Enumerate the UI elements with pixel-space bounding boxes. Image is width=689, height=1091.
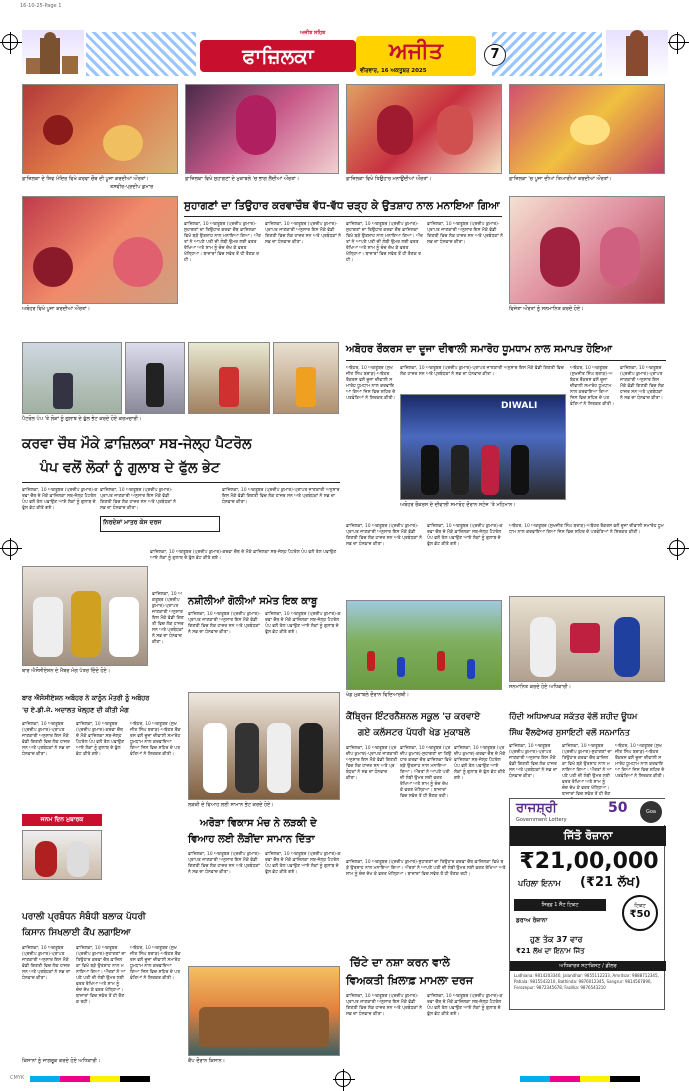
photo-parali	[188, 966, 340, 1056]
caption-3: ਫ਼ਾਜ਼ਿਲਕਾ ਵਿਖੇ ਤਿਉਹਾਰ ਮਨਾਉਂਦੀਆਂ ਔਰਤਾਂ।	[346, 176, 432, 182]
caption-6: ਵਿਜੇਤਾ ਔਰਤਾਂ ਨੂੰ ਸਨਮਾਨਿਤ ਕਰਦੇ ਹੋਏ।	[509, 306, 584, 312]
caption-11: ਖੇਡ ਮੁਕਾਬਲੇ ਦੌਰਾਨ ਵਿਦਿਆਰਥੀ।	[346, 692, 410, 698]
body-hindi: ਫ਼ਾਜ਼ਿਲਕਾ, 10 ਅਕਤੂਬਰ (ਪ੍ਰਦੀਪ ਕੁਮਾਰ)-ਪ੍ਰਾਪਤ ਜਾਣਕਾਰੀ ਅਨੁਸਾਰ ਇਸ ਮੌਕੇ ਵੱਡੀ ਗਿਣਤੀ ਵਿਚ ਲੋਕ ਹਾਜ਼ਰ ਸਨ ਅਤੇ ਪ੍ਰਬੰਧਕਾਂ ਨੇ ਸਭ ਦਾ ਧੰਨਵਾਦ ਕੀਤਾ।	[509, 744, 558, 779]
caption-2: ਫ਼ਾਜ਼ਿਲਕਾ ਵਿਖੇ ਸੁਹਾਗਣਾਂ ਦੇ ਮੁਕਾਬਲੇ 'ਚ ਭਾਗ ਲੈਂਦੀਆਂ ਔਰਤਾਂ।	[185, 176, 300, 182]
body-petrol-4: ਫ਼ਾਜ਼ਿਲਕਾ, 10 ਅਕਤੂਬਰ (ਪ੍ਰਦੀਪ ਕੁਮਾਰ)-ਕਰਵਾ ਚੌਥ ਦੇ ਮੌਕੇ ਫ਼ਾਜ਼ਿਲਕਾ ਸਬ-ਜੇਲ੍ਹ ਪੈਟਰੋਲ ਪੰਪ ਵਲੋਂ ਤੇਲ ਪਵਾਉਣ ਆਏ ਲੋਕਾਂ ਨੂੰ ਗੁਲਾਬ ਦੇ ਫੁੱਲ ਭੇਟ ਕੀਤੇ ਗਏ।	[150, 550, 337, 561]
rajshree-brand: ਰਾਜਸ਼੍ਰੀ	[516, 801, 557, 816]
color-bar	[30, 1076, 150, 1082]
masthead-date: ਵੀਰਵਾਰ, 16 ਅਕਤੂਬਰ 2025	[360, 68, 427, 74]
headline-abohar: ਅਬੋਹਰ ਰੌਕਰਸ ਦਾ ਦੂਜਾ ਦੀਵਾਲੀ ਸਮਾਰੋਹ ਧੂਮਧਾਮ ਨਾਲ ਸਮਾਪਤ ਹੋਇਆ	[346, 344, 612, 355]
body-chitta: ਫ਼ਾਜ਼ਿਲਕਾ, 10 ਅਕਤੂਬਰ (ਪ੍ਰਦੀਪ ਕੁਮਾਰ)-ਪ੍ਰਾਪਤ ਜਾਣਕਾਰੀ ਅਨੁਸਾਰ ਇਸ ਮੌਕੇ ਵੱਡੀ ਗਿਣਤੀ ਵਿਚ ਲੋਕ ਹਾਜ਼ਰ ਸਨ ਅਤੇ ਪ੍ਰਬੰਧਕਾਂ ਨੇ ਸਭ ਦਾ ਧੰਨਵਾਦ ਕੀਤਾ।	[346, 994, 422, 1017]
headline-bar-2: 'ਚ ਏ.ਡੀ.ਜੇ. ਅਦਾਲਤ ਖੋਲ੍ਹਣ ਦੀ ਕੀਤੀ ਮੰਗ	[22, 706, 129, 714]
photo-petrol-3	[188, 342, 270, 414]
registration-mark	[2, 34, 18, 50]
photo-karwa-5	[22, 196, 178, 304]
registration-mark	[669, 34, 685, 50]
headline-hindi-1: ਹਿੰਦੀ ਅਧਿਆਪਕ ਸਕੱਤਰ ਵੱਲੋਂ ਸ਼ਹੀਦ ਊਧਮ	[509, 712, 638, 721]
headline-chitta-2: ਵਿਅਕਤੀ ਖ਼ਿਲਾਫ਼ ਮਾਮਲਾ ਦਰਜ	[346, 974, 474, 987]
masthead-left-art	[22, 30, 84, 78]
body-arora: ਫ਼ਾਜ਼ਿਲਕਾ, 10 ਅਕਤੂਬਰ (ਪ੍ਰਦੀਪ ਕੁਮਾਰ)-ਪ੍ਰਾਪਤ ਜਾਣਕਾਰੀ ਅਨੁਸਾਰ ਇਸ ਮੌਕੇ ਵੱਡੀ ਗਿਣਤੀ ਵਿਚ ਲੋਕ ਹਾਜ਼ਰ ਸਨ ਅਤੇ ਪ੍ਰਬੰਧਕਾਂ ਨੇ ਸਭ ਦਾ ਧੰਨਵਾਦ ਕੀਤਾ।	[188, 852, 261, 875]
body-karwa-2: ਫ਼ਾਜ਼ਿਲਕਾ, 10 ਅਕਤੂਬਰ (ਪ੍ਰਦੀਪ ਕੁਮਾਰ)-ਪ੍ਰਾਪਤ ਜਾਣਕਾਰੀ ਅਨੁਸਾਰ ਇਸ ਮੌਕੇ ਵੱਡੀ ਗਿਣਤੀ ਵਿਚ ਲੋਕ ਹਾਜ਼ਰ ਸਨ ਅਤੇ ਪ੍ਰਬੰਧਕਾਂ ਨੇ ਸਭ ਦਾ ਧੰਨਵਾਦ ਕੀਤਾ।	[265, 222, 341, 245]
body-karwa-3: ਫ਼ਾਜ਼ਿਲਕਾ, 10 ਅਕਤੂਬਰ (ਪ੍ਰਦੀਪ ਕੁਮਾਰ)-ਸੁਹਾਗਣਾਂ ਦਾ ਤਿਉਹਾਰ ਕਰਵਾ ਚੌਥ ਫ਼ਾਜ਼ਿਲਕਾ ਵਿਖੇ ਬੜੇ ਉਤਸ਼ਾਹ ਨਾਲ ਮਨਾਇਆ ਗਿਆ। ਔਰਤਾਂ ਨੇ ਆਪਣੇ ਪਤੀ ਦੀ ਲੰਬੀ ਉਮਰ ਲਈ ਵਰਤ ਰੱਖਿਆ ਅਤੇ ਸ਼ਾਮ ਨੂੰ ਚੰਦ ਦੇਖ ਕੇ ਵਰਤ ਖੋਲ੍ਹਿਆ। ਬਾਜ਼ਾਰਾਂ ਵਿਚ ਸਵੇਰ ਤੋਂ ਹੀ ਰੌਣਕ ਰਹੀ।	[346, 222, 423, 263]
masthead-pattern	[86, 32, 196, 76]
rule	[184, 216, 502, 217]
body-nasheelian-2: ਫ਼ਾਜ਼ਿਲਕਾ, 10 ਅਕਤੂਬਰ (ਪ੍ਰਦੀਪ ਕੁਮਾਰ)-ਕਰਵਾ ਚੌਥ ਦੇ ਮੌਕੇ ਫ਼ਾਜ਼ਿਲਕਾ ਸਬ-ਜੇਲ੍ਹ ਪੈਟਰੋਲ ਪੰਪ ਵਲੋਂ ਤੇਲ ਪਵਾਉਣ ਆਏ ਲੋਕਾਂ ਨੂੰ ਗੁਲਾਬ ਦੇ ਫੁੱਲ ਭੇਟ ਕੀਤੇ ਗਏ।	[265, 612, 341, 635]
body-petrol-2: ਫ਼ਾਜ਼ਿਲਕਾ, 10 ਅਕਤੂਬਰ (ਪ੍ਰਦੀਪ ਕੁਮਾਰ)-ਪ੍ਰਾਪਤ ਜਾਣਕਾਰੀ ਅਨੁਸਾਰ ਇਸ ਮੌਕੇ ਵੱਡੀ ਗਿਣਤੀ ਵਿਚ ਲੋਕ ਹਾਜ਼ਰ ਸਨ ਅਤੇ ਪ੍ਰਬੰਧਕਾਂ ਨੇ ਸਭ ਦਾ ਧੰਨਵਾਦ ਕੀਤਾ।	[100, 488, 176, 511]
rajshree-logo-bar	[510, 799, 666, 825]
caption-7: ਪੈਟਰੋਲ ਪੰਪ 'ਤੇ ਲੋਕਾਂ ਨੂੰ ਗੁਲਾਬ ਦੇ ਫੁੱਲ ਭੇਟ ਕਰਦੇ ਹੋਏ ਕਰਮਚਾਰੀ।	[22, 416, 142, 422]
body-bar: ਫ਼ਾਜ਼ਿਲਕਾ, 10 ਅਕਤੂਬਰ (ਪ੍ਰਦੀਪ ਕੁਮਾਰ)-ਪ੍ਰਾਪਤ ਜਾਣਕਾਰੀ ਅਨੁਸਾਰ ਇਸ ਮੌਕੇ ਵੱਡੀ ਗਿਣਤੀ ਵਿਚ ਲੋਕ ਹਾਜ਼ਰ ਸਨ ਅਤੇ ਪ੍ਰਬੰਧਕਾਂ ਨੇ ਸਭ ਦਾ ਧੰਨਵਾਦ ਕੀਤਾ।	[22, 722, 71, 757]
body-chitta-3: ਫ਼ਾਜ਼ਿਲਕਾ, 10 ਅਕਤੂਬਰ (ਪ੍ਰਦੀਪ ਕੁਮਾਰ)-ਸੁਹਾਗਣਾਂ ਦਾ ਤਿਉਹਾਰ ਕਰਵਾ ਚੌਥ ਫ਼ਾਜ਼ਿਲਕਾ ਵਿਖੇ ਬੜੇ ਉਤਸ਼ਾਹ ਨਾਲ ਮਨਾਇਆ ਗਿਆ। ਔਰਤਾਂ ਨੇ ਆਪਣੇ ਪਤੀ ਦੀ ਲੰਬੀ ਉਮਰ ਲਈ ਵਰਤ ਰੱਖਿਆ ਅਤੇ ਸ਼ਾਮ ਨੂੰ ਚੰਦ ਦੇਖ ਕੇ ਵਰਤ ਖੋਲ੍ਹਿਆ। ਬਾਜ਼ਾਰਾਂ ਵਿਚ ਸਵੇਰ ਤੋਂ ਹੀ ਰੌਣਕ ਰਹੀ।	[346, 860, 506, 877]
body-abohar-4: ਫ਼ਾਜ਼ਿਲਕਾ, 10 ਅਕਤੂਬਰ (ਪ੍ਰਦੀਪ ਕੁਮਾਰ)-ਪ੍ਰਾਪਤ ਜਾਣਕਾਰੀ ਅਨੁਸਾਰ ਇਸ ਮੌਕੇ ਵੱਡੀ ਗਿਣਤੀ ਵਿਚ ਲੋਕ ਹਾਜ਼ਰ ਸਨ ਅਤੇ ਪ੍ਰਬੰਧਕਾਂ ਨੇ ਸਭ ਦਾ ਧੰਨਵਾਦ ਕੀਤਾ।	[620, 366, 665, 401]
body-abohar-3: ਅਬੋਹਰ, 10 ਅਕਤੂਬਰ (ਸੁਖਜੀਤ ਸਿੰਘ ਬਰਾੜ)-ਅਬੋਹਰ ਰੌਕਰਸ ਵਲੋਂ ਦੂਜਾ ਦੀਵਾਲੀ ਸਮਾਰੋਹ ਧੂਮਧਾਮ ਨਾਲ ਕਰਵਾਇਆ ਗਿਆ ਜਿਸ ਵਿਚ ਸ਼ਹਿਰ ਦੇ ਪਤਵੰਤਿਆਂ ਨੇ ਸ਼ਿਰਕਤ ਕੀਤੀ।	[570, 366, 615, 407]
body-mid-a: ਫ਼ਾਜ਼ਿਲਕਾ, 10 ਅਕਤੂਬਰ (ਪ੍ਰਦੀਪ ਕੁਮਾਰ)-ਪ੍ਰਾਪਤ ਜਾਣਕਾਰੀ ਅਨੁਸਾਰ ਇਸ ਮੌਕੇ ਵੱਡੀ ਗਿਣਤੀ ਵਿਚ ਲੋਕ ਹਾਜ਼ਰ ਸਨ ਅਤੇ ਪ੍ਰਬੰਧਕਾਂ ਨੇ ਸਭ ਦਾ ਧੰਨਵਾਦ ਕੀਤਾ।	[346, 524, 422, 547]
caption-12: ਸਨਮਾਨਿਤ ਕਰਦੇ ਹੋਏ ਅਧਿਕਾਰੀ।	[509, 684, 571, 690]
photo-petrol-1	[22, 342, 122, 414]
headline-petrol-1: ਕਰਵਾ ਚੌਥ ਮੌਕੇ ਫ਼ਾਜ਼ਿਲਕਾ ਸਬ-ਜੇਲ੍ਹ ਪੈਟਰੋਲ	[22, 436, 252, 452]
body-school: ਫ਼ਾਜ਼ਿਲਕਾ, 10 ਅਕਤੂਬਰ (ਪ੍ਰਦੀਪ ਕੁਮਾਰ)-ਪ੍ਰਾਪਤ ਜਾਣਕਾਰੀ ਅਨੁਸਾਰ ਇਸ ਮੌਕੇ ਵੱਡੀ ਗਿਣਤੀ ਵਿਚ ਲੋਕ ਹਾਜ਼ਰ ਸਨ ਅਤੇ ਪ੍ਰਬੰਧਕਾਂ ਨੇ ਸਭ ਦਾ ਧੰਨਵਾਦ ਕੀਤਾ।	[346, 746, 398, 781]
headline-parali-2: ਕਿਸਾਨ ਸਿਖਲਾਈ ਕੈਂਪ ਲਗਾਇਆ	[22, 928, 131, 938]
body-arora-2: ਫ਼ਾਜ਼ਿਲਕਾ, 10 ਅਕਤੂਬਰ (ਪ੍ਰਦੀਪ ਕੁਮਾਰ)-ਕਰਵਾ ਚੌਥ ਦੇ ਮੌਕੇ ਫ਼ਾਜ਼ਿਲਕਾ ਸਬ-ਜੇਲ੍ਹ ਪੈਟਰੋਲ ਪੰਪ ਵਲੋਂ ਤੇਲ ਪਵਾਉਣ ਆਏ ਲੋਕਾਂ ਨੂੰ ਗੁਲਾਬ ਦੇ ਫੁੱਲ ਭੇਟ ਕੀਤੇ ਗਏ।	[265, 852, 341, 875]
photo-hindi	[509, 596, 665, 682]
body-nasheelian: ਫ਼ਾਜ਼ਿਲਕਾ, 10 ਅਕਤੂਬਰ (ਪ੍ਰਦੀਪ ਕੁਮਾਰ)-ਪ੍ਰਾਪਤ ਜਾਣਕਾਰੀ ਅਨੁਸਾਰ ਇਸ ਮੌਕੇ ਵੱਡੀ ਗਿਣਤੀ ਵਿਚ ਲੋਕ ਹਾਜ਼ਰ ਸਨ ਅਤੇ ਪ੍ਰਬੰਧਕਾਂ ਨੇ ਸਭ ਦਾ ਧੰਨਵਾਦ ਕੀਤਾ।	[188, 612, 261, 635]
photo-petrol-2	[125, 342, 185, 414]
caption-8: ਅਬੋਹਰ ਰੌਕਰਸ ਦੇ ਦੀਵਾਲੀ ਸਮਾਰੋਹ ਦੌਰਾਨ ਸਟੇਜ 'ਤੇ ਮਹਿਮਾਨ।	[400, 502, 516, 508]
rajshree-draw-time: ਡਰਾਅ ਰੋਜ਼ਾਨਾ	[516, 917, 548, 924]
masthead-tag: ਅਜੀਤ ਸਹਿਤ	[300, 30, 326, 36]
rajshree-number: 50	[608, 800, 628, 816]
photo-karwa-1	[22, 84, 178, 174]
body-petrol: ਫ਼ਾਜ਼ਿਲਕਾ, 10 ਅਕਤੂਬਰ (ਪ੍ਰਦੀਪ ਕੁਮਾਰ)-ਕਰਵਾ ਚੌਥ ਦੇ ਮੌਕੇ ਫ਼ਾਜ਼ਿਲਕਾ ਸਬ-ਜੇਲ੍ਹ ਪੈਟਰੋਲ ਪੰਪ ਵਲੋਂ ਤੇਲ ਪਵਾਉਣ ਆਏ ਲੋਕਾਂ ਨੂੰ ਗੁਲਾਬ ਦੇ ਫੁੱਲ ਭੇਟ ਕੀਤੇ ਗਏ।	[22, 488, 98, 511]
masthead-title-left: ਫਾਜ਼ਿਲਕਾ	[200, 40, 356, 72]
photo-karwa-6	[509, 196, 665, 304]
photo-school	[346, 600, 502, 690]
body-hindi-2: ਫ਼ਾਜ਼ਿਲਕਾ, 10 ਅਕਤੂਬਰ (ਪ੍ਰਦੀਪ ਕੁਮਾਰ)-ਸੁਹਾਗਣਾਂ ਦਾ ਤਿਉਹਾਰ ਕਰਵਾ ਚੌਥ ਫ਼ਾਜ਼ਿਲਕਾ ਵਿਖੇ ਬੜੇ ਉਤਸ਼ਾਹ ਨਾਲ ਮਨਾਇਆ ਗਿਆ। ਔਰਤਾਂ ਨੇ ਆਪਣੇ ਪਤੀ ਦੀ ਲੰਬੀ ਉਮਰ ਲਈ ਵਰਤ ਰੱਖਿਆ ਅਤੇ ਸ਼ਾਮ ਨੂੰ ਚੰਦ ਦੇਖ ਕੇ ਵਰਤ ਖੋਲ੍ਹਿਆ। ਬਾਜ਼ਾਰਾਂ ਵਿਚ ਸਵੇਰ ਤੋਂ ਹੀ ਰੌਣ	[562, 744, 612, 797]
headline-bar-1: ਬਾਰ ਐਸੋਸੀਏਸ਼ਨ ਅਬੋਹਰ ਨੇ ਕਾਨੂੰਨ ਮੰਤਰੀ ਨੂੰ ਅਬੋਹਰ	[22, 694, 150, 702]
caption-14: ਕੈਂਪ ਦੌਰਾਨ ਕਿਸਾਨ।	[188, 1058, 226, 1064]
body-karwa: ਫ਼ਾਜ਼ਿਲਕਾ, 10 ਅਕਤੂਬਰ (ਪ੍ਰਦੀਪ ਕੁਮਾਰ)-ਸੁਹਾਗਣਾਂ ਦਾ ਤਿਉਹਾਰ ਕਰਵਾ ਚੌਥ ਫ਼ਾਜ਼ਿਲਕਾ ਵਿਖੇ ਬੜੇ ਉਤਸ਼ਾਹ ਨਾਲ ਮਨਾਇਆ ਗਿਆ। ਔਰਤਾਂ ਨੇ ਆਪਣੇ ਪਤੀ ਦੀ ਲੰਬੀ ਉਮਰ ਲਈ ਵਰਤ ਰੱਖਿਆ ਅਤੇ ਸ਼ਾਮ ਨੂੰ ਚੰਦ ਦੇਖ ਕੇ ਵਰਤ ਖੋਲ੍ਹਿਆ। ਬਾਜ਼ਾਰਾਂ ਵਿਚ ਸਵੇਰ ਤੋਂ ਹੀ ਰੌਣਕ ਰਹੀ।	[184, 222, 261, 263]
headline-school-2: ਗਏ ਕਲੱਸਟਰ ਪੱਧਰੀ ਖੇਡ ਮੁਕਾਬਲੇ	[358, 728, 471, 738]
headline-arora-1: ਅਰੋੜਾ ਵਿਕਾਸ ਮੰਚ ਨੇ ਲੜਕੀ ਦੇ	[200, 818, 317, 829]
rajshree-headline-bar: ਜਿੱਤੋ ਰੋਜ਼ਾਨਾ	[510, 826, 666, 846]
rule	[22, 482, 340, 483]
goa-logo: Goa	[640, 801, 662, 823]
registration-mark	[335, 1071, 351, 1087]
rajshree-dealer-bar: ਅਧਿਕਾਰਤ ਸਟਾਕਿਸਟ / ਡੀਲਰ	[510, 961, 666, 971]
registration-mark	[669, 540, 685, 556]
rajshree-lakh-line: ₹21 ਲੱਖ ਦਾ ਇਨਾਮ ਜਿੱਤ	[516, 947, 585, 955]
registration-mark	[2, 540, 18, 556]
body-mid-b: ਫ਼ਾਜ਼ਿਲਕਾ, 10 ਅਕਤੂਬਰ (ਪ੍ਰਦੀਪ ਕੁਮਾਰ)-ਕਰਵਾ ਚੌਥ ਦੇ ਮੌਕੇ ਫ਼ਾਜ਼ਿਲਕਾ ਸਬ-ਜੇਲ੍ਹ ਪੈਟਰੋਲ ਪੰਪ ਵਲੋਂ ਤੇਲ ਪਵਾਉਣ ਆਏ ਲੋਕਾਂ ਨੂੰ ਗੁਲਾਬ ਦੇ ਫੁੱਲ ਭੇਟ ਕੀਤੇ ਗਏ।	[427, 524, 503, 547]
headline-petrol-2: ਪੰਪ ਵਲੋਂ ਲੋਕਾਂ ਨੂੰ ਗੁਲਾਬ ਦੇ ਫੁੱਲ ਭੇਟ	[40, 460, 220, 476]
photo-karwa-2	[185, 84, 339, 174]
body-abohar: ਅਬੋਹਰ, 10 ਅਕਤੂਬਰ (ਸੁਖਜੀਤ ਸਿੰਘ ਬਰਾੜ)-ਅਬੋਹਰ ਰੌਕਰਸ ਵਲੋਂ ਦੂਜਾ ਦੀਵਾਲੀ ਸਮਾਰੋਹ ਧੂਮਧਾਮ ਨਾਲ ਕਰਵਾਇਆ ਗਿਆ ਜਿਸ ਵਿਚ ਸ਼ਹਿਰ ਦੇ ਪਤਵੰਤਿਆਂ ਨੇ ਸ਼ਿਰਕਤ ਕੀਤੀ।	[346, 366, 396, 401]
color-bar-label: CMYK	[10, 1075, 25, 1081]
headline-parali-1: ਪਰਾਲੀ ਪ੍ਰਬੰਧਨ ਸੰਬੰਧੀ ਬਲਾਕ ਪੱਧਰੀ	[22, 912, 146, 922]
headline-karwa-main: ਸੁਹਾਗਣਾਂ ਦਾ ਤਿਉਹਾਰ ਕਰਵਾਚੌਥ ਵੱਧ-ਵੱਧ ਚੜ੍ਹ ਕੇ ਉਤਸ਼ਾਹ ਨਾਲ ਮਨਾਇਆ ਗਿਆ	[184, 200, 500, 212]
caption-13: ਲੜਕੀ ਦੇ ਵਿਆਹ ਲਈ ਸਾਮਾਨ ਭੇਟ ਕਰਦੇ ਹੋਏ।	[188, 802, 274, 808]
headline-arora-2: ਵਿਆਹ ਲਈ ਲੋੜੀਂਦਾ ਸਾਮਾਨ ਦਿੱਤਾ	[188, 834, 315, 845]
body-abohar-2: ਫ਼ਾਜ਼ਿਲਕਾ, 10 ਅਕਤੂਬਰ (ਪ੍ਰਦੀਪ ਕੁਮਾਰ)-ਪ੍ਰਾਪਤ ਜਾਣਕਾਰੀ ਅਨੁਸਾਰ ਇਸ ਮੌਕੇ ਵੱਡੀ ਗਿਣਤੀ ਵਿਚ ਲੋਕ ਹਾਜ਼ਰ ਸਨ ਅਤੇ ਪ੍ਰਬੰਧਕਾਂ ਨੇ ਸਭ ਦਾ ਧੰਨਵਾਦ ਕੀਤਾ।	[400, 366, 564, 377]
rajshree-sub: Government Lottery	[516, 817, 567, 823]
body-bar-3: ਅਬੋਹਰ, 10 ਅਕਤੂਬਰ (ਸੁਖਜੀਤ ਸਿੰਘ ਬਰਾੜ)-ਅਬੋਹਰ ਰੌਕਰਸ ਵਲੋਂ ਦੂਜਾ ਦੀਵਾਲੀ ਸਮਾਰੋਹ ਧੂਮਧਾਮ ਨਾਲ ਕਰਵਾਇਆ ਗਿਆ ਜਿਸ ਵਿਚ ਸ਼ਹਿਰ ਦੇ ਪਤਵੰਤਿਆਂ ਨੇ ਸ਼ਿਰਕਤ ਕੀਤੀ।	[130, 722, 181, 757]
print-slug: 16-10-25-Page 1	[20, 3, 62, 9]
body-parali-2: ਫ਼ਾਜ਼ਿਲਕਾ, 10 ਅਕਤੂਬਰ (ਪ੍ਰਦੀਪ ਕੁਮਾਰ)-ਸੁਹਾਗਣਾਂ ਦਾ ਤਿਉਹਾਰ ਕਰਵਾ ਚੌਥ ਫ਼ਾਜ਼ਿਲਕਾ ਵਿਖੇ ਬੜੇ ਉਤਸ਼ਾਹ ਨਾਲ ਮਨਾਇਆ ਗਿਆ। ਔਰਤਾਂ ਨੇ ਆਪਣੇ ਪਤੀ ਦੀ ਲੰਬੀ ਉਮਰ ਲਈ ਵਰਤ ਰੱਖਿਆ ਅਤੇ ਸ਼ਾਮ ਨੂੰ ਚੰਦ ਦੇਖ ਕੇ ਵਰਤ ਖੋਲ੍ਹਿਆ। ਬਾਜ਼ਾਰਾਂ ਵਿਚ ਸਵੇਰ ਤੋਂ ਹੀ ਰੌਣਕ ਰਹੀ।	[76, 946, 126, 1005]
body-parali-3: ਅਬੋਹਰ, 10 ਅਕਤੂਬਰ (ਸੁਖਜੀਤ ਸਿੰਘ ਬਰਾੜ)-ਅਬੋਹਰ ਰੌਕਰਸ ਵਲੋਂ ਦੂਜਾ ਦੀਵਾਲੀ ਸਮਾਰੋਹ ਧੂਮਧਾਮ ਨਾਲ ਕਰਵਾਇਆ ਗਿਆ ਜਿਸ ਵਿਚ ਸ਼ਹਿਰ ਦੇ ਪਤਵੰਤਿਆਂ ਨੇ ਸ਼ਿਰਕਤ ਕੀਤੀ।	[130, 946, 181, 981]
photo-karwa-4	[509, 84, 665, 174]
headline-nasheelian: ਨਸ਼ੀਲੀਆਂ ਗੋਲੀਆਂ ਸਮੇਤ ਇਕ ਕਾਬੂ	[188, 596, 318, 607]
caption-1: ਫ਼ਾਜ਼ਿਲਕਾ ਦੇ ਸ਼ਿਵ ਮੰਦਿਰ ਵਿਖੇ ਕਰਵਾ ਚੌਥ ਦੀ ਪੂਜਾ ਕਰਦੀਆਂ ਔਰਤਾਂ।	[22, 176, 149, 182]
rajshree-dealer-text: Ludhiana: 9814203340, Jalandhar: 9855112233, Amritsar: 9888712345, Patiala: 9815543210, Bathinda: 9876012345, Sangrur: 9814567890, Ferozepur: 9872345678, Fazilka: 9876543210	[514, 973, 659, 990]
body-col-b: ਫ਼ਾਜ਼ਿਲਕਾ, 10 ਅਕਤੂਬਰ (ਪ੍ਰਦੀਪ ਕੁਮਾਰ)-ਪ੍ਰਾਪਤ ਜਾਣਕਾਰੀ ਅਨੁਸਾਰ ਇਸ ਮੌਕੇ ਵੱਡੀ ਗਿਣਤੀ ਵਿਚ ਲੋਕ ਹਾਜ਼ਰ ਸਨ ਅਤੇ ਪ੍ਰਬੰਧਕਾਂ ਨੇ ਸਭ ਦਾ ਧੰਨਵਾਦ ਕੀਤਾ।	[152, 592, 184, 645]
rajshree-prize-lakh: (₹21 ਲੱਖ)	[580, 875, 641, 890]
photo-arora	[188, 692, 340, 800]
caption-4: ਫ਼ਾਜ਼ਿਲਕਾ 'ਚ ਪੂਜਾ ਦੀਆਂ ਤਿਆਰੀਆਂ ਕਰਦੀਆਂ ਔਰਤਾਂ।	[509, 176, 612, 182]
rajshree-draws: ਹੁਣ ਤੱਕ 37 ਵਾਰ	[530, 935, 583, 944]
caption-5: ਅਬੋਹਰ ਵਿਖੇ ਪੂਜਾ ਕਰਦੀਆਂ ਔਰਤਾਂ।	[22, 306, 90, 312]
rajshree-prize: ₹21,00,000	[519, 849, 659, 874]
body-karwa-4: ਫ਼ਾਜ਼ਿਲਕਾ, 10 ਅਕਤੂਬਰ (ਪ੍ਰਦੀਪ ਕੁਮਾਰ)-ਪ੍ਰਾਪਤ ਜਾਣਕਾਰੀ ਅਨੁਸਾਰ ਇਸ ਮੌਕੇ ਵੱਡੀ ਗਿਣਤੀ ਵਿਚ ਲੋਕ ਹਾਜ਼ਰ ਸਨ ਅਤੇ ਪ੍ਰਬੰਧਕਾਂ ਨੇ ਸਭ ਦਾ ਧੰਨਵਾਦ ਕੀਤਾ।	[427, 222, 503, 245]
body-right-a: ਅਬੋਹਰ, 10 ਅਕਤੂਬਰ (ਸੁਖਜੀਤ ਸਿੰਘ ਬਰਾੜ)-ਅਬੋਹਰ ਰੌਕਰਸ ਵਲੋਂ ਦੂਜਾ ਦੀਵਾਲੀ ਸਮਾਰੋਹ ਧੂਮਧਾਮ ਨਾਲ ਕਰਵਾਇਆ ਗਿਆ ਜਿਸ ਵਿਚ ਸ਼ਹਿਰ ਦੇ ਪਤਵੰਤਿਆਂ ਨੇ ਸ਼ਿਰਕਤ ਕੀਤੀ।	[509, 524, 664, 535]
credit-1: ਤਸਵੀਰ-ਪ੍ਰਦੀਪ ਕੁਮਾਰ	[110, 184, 154, 190]
rajshree-ad	[509, 798, 665, 1010]
headline-chitta-1: ਚਿੱਟੇ ਦਾ ਨਸ਼ਾ ਕਰਨ ਵਾਲੇ	[350, 956, 450, 969]
body-school-3: ਫ਼ਾਜ਼ਿਲਕਾ, 10 ਅਕਤੂਬਰ (ਪ੍ਰਦੀਪ ਕੁਮਾਰ)-ਕਰਵਾ ਚੌਥ ਦੇ ਮੌਕੇ ਫ਼ਾਜ਼ਿਲਕਾ ਸਬ-ਜੇਲ੍ਹ ਪੈਟਰੋਲ ਪੰਪ ਵਲੋਂ ਤੇਲ ਪਵਾਉਣ ਆਏ ਲੋਕਾਂ ਨੂੰ ਗੁਲਾਬ ਦੇ ਫੁੱਲ ਭੇਟ ਕੀਤੇ ਗਏ।	[454, 746, 506, 781]
rajshree-ticket-badge: ਟਿਕਟ ₹50	[622, 895, 658, 931]
body-petrol-3: ਫ਼ਾਜ਼ਿਲਕਾ, 10 ਅਕਤੂਬਰ (ਪ੍ਰਦੀਪ ਕੁਮਾਰ)-ਪ੍ਰਾਪਤ ਜਾਣਕਾਰੀ ਅਨੁਸਾਰ ਇਸ ਮੌਕੇ ਵੱਡੀ ਗਿਣਤੀ ਵਿਚ ਲੋਕ ਹਾਜ਼ਰ ਸਨ ਅਤੇ ਪ੍ਰਬੰਧਕਾਂ ਨੇ ਸਭ ਦਾ ਧੰਨਵਾਦ ਕੀਤਾ।	[222, 488, 340, 505]
body-hindi-3: ਅਬੋਹਰ, 10 ਅਕਤੂਬਰ (ਸੁਖਜੀਤ ਸਿੰਘ ਬਰਾੜ)-ਅਬੋਹਰ ਰੌਕਰਸ ਵਲੋਂ ਦੂਜਾ ਦੀਵਾਲੀ ਸਮਾਰੋਹ ਧੂਮਧਾਮ ਨਾਲ ਕਰਵਾਇਆ ਗਿਆ ਜਿਸ ਵਿਚ ਸ਼ਹਿਰ ਦੇ ਪਤਵੰਤਿਆਂ ਨੇ ਸ਼ਿਰਕਤ ਕੀਤੀ।	[615, 744, 665, 779]
photo-abohar-event: DIWALI	[400, 394, 566, 500]
photo-birthday	[22, 830, 102, 880]
body-school-2: ਫ਼ਾਜ਼ਿਲਕਾ, 10 ਅਕਤੂਬਰ (ਪ੍ਰਦੀਪ ਕੁਮਾਰ)-ਸੁਹਾਗਣਾਂ ਦਾ ਤਿਉਹਾਰ ਕਰਵਾ ਚੌਥ ਫ਼ਾਜ਼ਿਲਕਾ ਵਿਖੇ ਬੜੇ ਉਤਸ਼ਾਹ ਨਾਲ ਮਨਾਇਆ ਗਿਆ। ਔਰਤਾਂ ਨੇ ਆਪਣੇ ਪਤੀ ਦੀ ਲੰਬੀ ਉਮਰ ਲਈ ਵਰਤ ਰੱਖਿਆ ਅਤੇ ਸ਼ਾਮ ਨੂੰ ਚੰਦ ਦੇਖ ਕੇ ਵਰਤ ਖੋਲ੍ਹਿਆ। ਬਾਜ਼ਾਰਾਂ ਵਿਚ ਸਵੇਰ ਤੋਂ ਹੀ ਰੌਣਕ ਰਹੀ।	[400, 746, 452, 799]
photo-petrol-4	[273, 342, 339, 414]
birthday-banner: ਜਨਮ ਦਿਨ ਮੁਬਾਰਕ	[22, 814, 102, 826]
rule	[346, 360, 666, 361]
masthead-right-art	[606, 30, 668, 78]
masthead-title-right: ਅਜੀਤ	[356, 36, 476, 76]
rajshree-set-line: ਸਿਰਫ਼ 1 ਸੈੱਟ ਟਿਕਟ	[514, 899, 606, 911]
body-chitta-2: ਫ਼ਾਜ਼ਿਲਕਾ, 10 ਅਕਤੂਬਰ (ਪ੍ਰਦੀਪ ਕੁਮਾਰ)-ਕਰਵਾ ਚੌਥ ਦੇ ਮੌਕੇ ਫ਼ਾਜ਼ਿਲਕਾ ਸਬ-ਜੇਲ੍ਹ ਪੈਟਰੋਲ ਪੰਪ ਵਲੋਂ ਤੇਲ ਪਵਾਉਣ ਆਏ ਲੋਕਾਂ ਨੂੰ ਗੁਲਾਬ ਦੇ ਫੁੱਲ ਭੇਟ ਕੀਤੇ ਗਏ।	[427, 994, 503, 1017]
rajshree-prize-label: ਪਹਿਲਾ ਇਨਾਮ	[518, 879, 561, 888]
caption-9: ਕਿਸਾਨਾਂ ਨੂੰ ਜਾਗਰੂਕ ਕਰਦੇ ਹੋਏ ਅਧਿਕਾਰੀ।	[22, 1058, 101, 1064]
body-bar-2: ਫ਼ਾਜ਼ਿਲਕਾ, 10 ਅਕਤੂਬਰ (ਪ੍ਰਦੀਪ ਕੁਮਾਰ)-ਕਰਵਾ ਚੌਥ ਦੇ ਮੌਕੇ ਫ਼ਾਜ਼ਿਲਕਾ ਸਬ-ਜੇਲ੍ਹ ਪੈਟਰੋਲ ਪੰਪ ਵਲੋਂ ਤੇਲ ਪਵਾਉਣ ਆਏ ਲੋਕਾਂ ਨੂੰ ਗੁਲਾਬ ਦੇ ਫੁੱਲ ਭੇਟ ਕੀਤੇ ਗਏ।	[76, 722, 125, 757]
color-bar	[520, 1076, 640, 1082]
photo-karwa-3	[346, 84, 502, 174]
caption-10: ਬਾਰ ਐਸੋਸੀਏਸ਼ਨ ਦੇ ਮੈਂਬਰ ਮੰਗ ਪੱਤਰ ਦਿੰਦੇ ਹੋਏ।	[22, 668, 111, 674]
body-parali: ਫ਼ਾਜ਼ਿਲਕਾ, 10 ਅਕਤੂਬਰ (ਪ੍ਰਦੀਪ ਕੁਮਾਰ)-ਪ੍ਰਾਪਤ ਜਾਣਕਾਰੀ ਅਨੁਸਾਰ ਇਸ ਮੌਕੇ ਵੱਡੀ ਗਿਣਤੀ ਵਿਚ ਲੋਕ ਹਾਜ਼ਰ ਸਨ ਅਤੇ ਪ੍ਰਬੰਧਕਾਂ ਨੇ ਸਭ ਦਾ ਧੰਨਵਾਦ ਕੀਤਾ।	[22, 946, 71, 981]
police-subhead: ਨਿਰਦੇਸ਼ਾਂ ਮਾਤਰ ਕੇਸ ਦਰਜ	[100, 516, 220, 532]
photo-bar-assoc	[22, 566, 148, 666]
headline-school-1: ਕੈਂਬ੍ਰਿਜ ਇੰਟਰਨੈਸ਼ਨਲ ਸਕੂਲ 'ਚ ਕਰਵਾਏ	[346, 712, 481, 722]
headline-hindi-2: ਸਿੰਘ ਵੈੱਲਫੇਅਰ ਸੁਸਾਇਟੀ ਵਲੋਂ ਸਨਮਾਨਿਤ	[509, 728, 630, 737]
masthead-pattern	[492, 32, 602, 76]
page-number: 7	[484, 44, 506, 66]
